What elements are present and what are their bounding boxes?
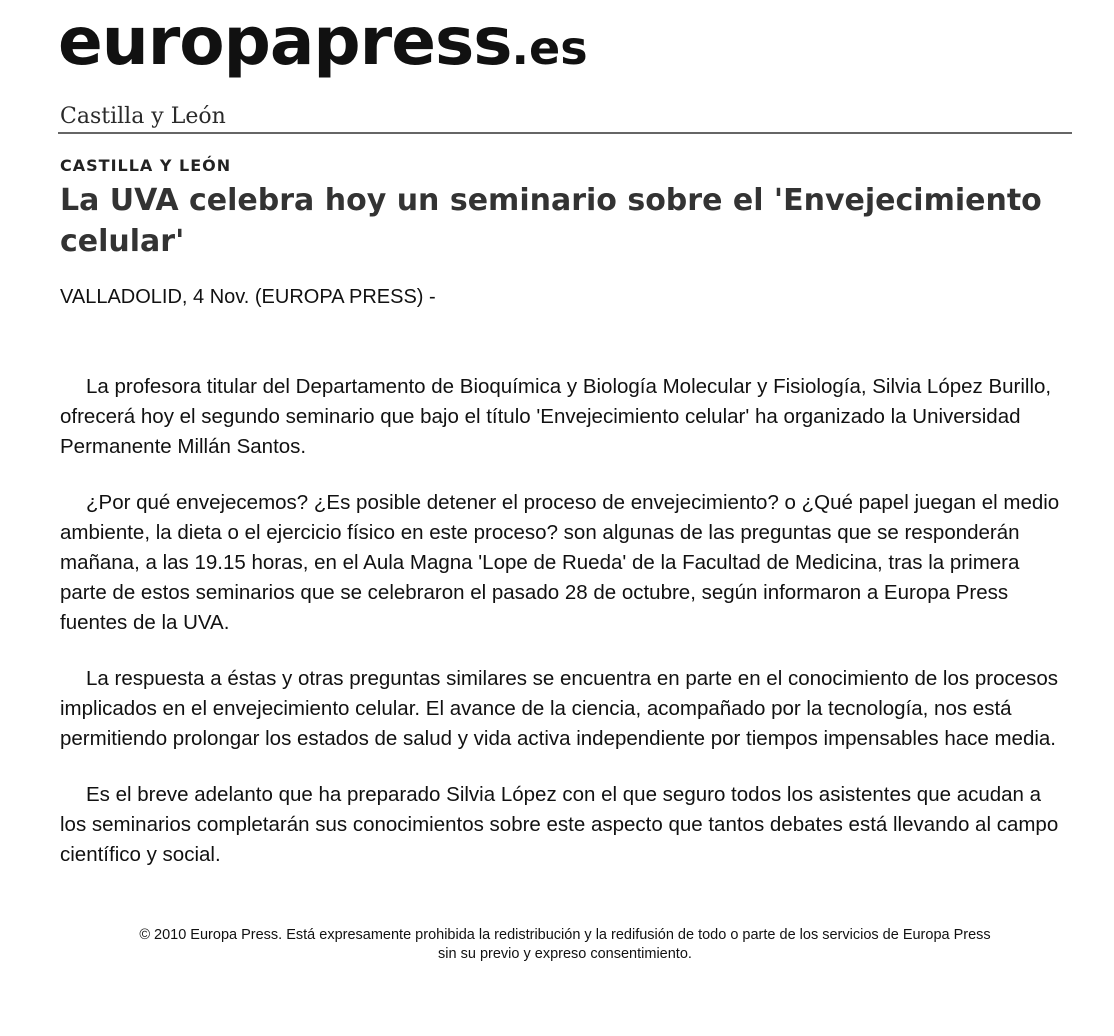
logo-main-text: europapress [58,3,512,80]
article-headline: La UVA celebra hoy un seminario sobre el 'Envejecimiento celular' [60,183,1042,259]
article-kicker: CASTILLA Y LEÓN [60,156,232,175]
article-paragraph: La profesora titular del Departamento de Bioquímica y Biología Molecular y Fisiología, Silvia López Burillo, ofrecerá hoy el segundo seminario que bajo el título 'Envejecimiento celular' ha organizado la Universidad Permanente Millán Santos. [60,375,1052,458]
article-body [60,372,1070,896]
copyright-line: © 2010 Europa Press. Está expresamente prohibida la redistribución y la redifusión de todo o parte de los servicios de Europa Press [139,927,991,943]
header-divider [58,132,1072,134]
copyright-notice [40,926,1090,964]
article-dateline: VALLADOLID, 4 Nov. (EUROPA PRESS) - [60,286,436,308]
section-header: Castilla y León [60,104,226,129]
copyright-line: sin su previo y expreso consentimiento. [438,946,692,962]
logo-tld-text: .es [511,21,588,75]
article-paragraph: Es el breve adelanto que ha preparado Silvia López con el que seguro todos los asistentes que acudan a los seminarios completarán sus conocimientos sobre este aspecto que tantos debates está llevando al campo científico y social. [60,783,1059,866]
europapress-logo[interactable] [58,0,588,90]
article-paragraph: La respuesta a éstas y otras preguntas similares se encuentra en parte en el conocimiento de los procesos implicados en el envejecimiento celular. El avance de la ciencia, acompañado por la tecnología, nos está permitiendo prolongar los estados de salud y vida activa independiente por tiempos impensables hace media. [60,667,1059,750]
article-paragraph: ¿Por qué envejecemos? ¿Es posible detener el proceso de envejecimiento? o ¿Qué papel juegan el medio ambiente, la dieta o el ejercicio físico en este proceso? son algunas de las preguntas que se responderán mañana, a las 19.15 horas, en el Aula Magna 'Lope de Rueda' de la Facultad de Medicina, tras la primera parte de estos seminarios que se celebraron el pasado 28 de octubre, según informaron a Europa Press fuentes de la UVA. [60,491,1060,634]
